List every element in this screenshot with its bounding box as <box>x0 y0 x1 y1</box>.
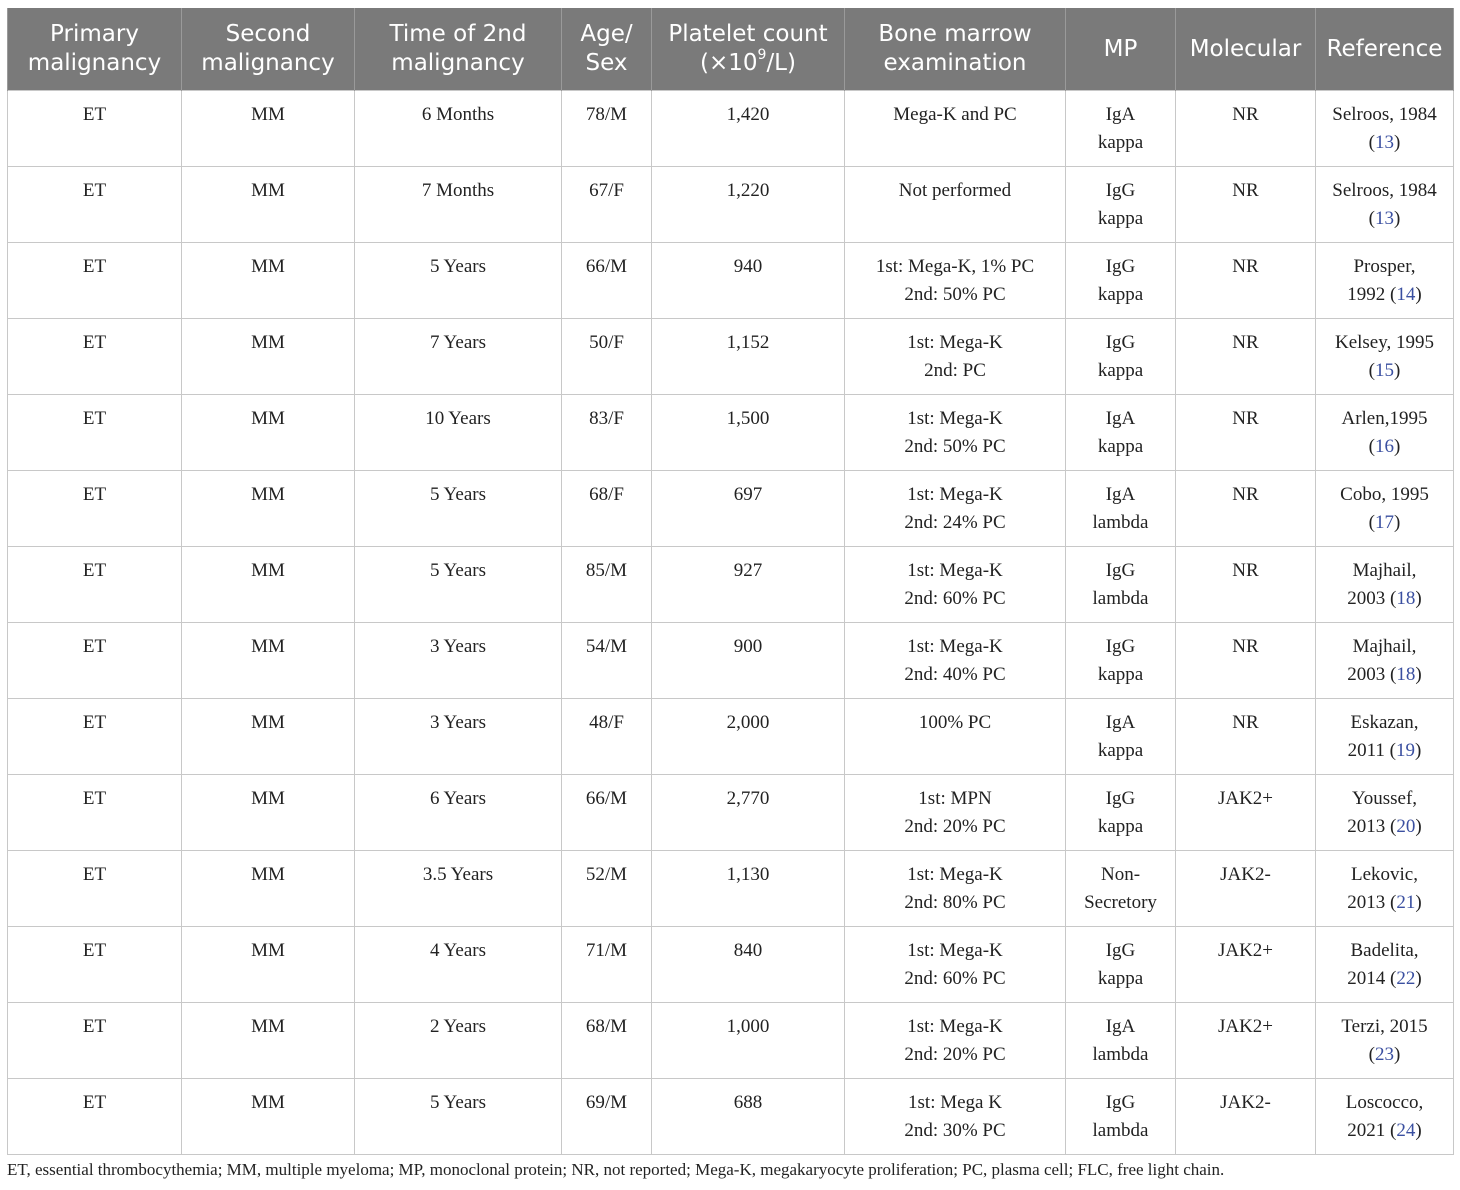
table-row <box>8 395 1454 471</box>
cell-reference: Selroos, 1984 (13) <box>1316 91 1454 167</box>
cell-reference: Kelsey, 1995 (15) <box>1316 319 1454 395</box>
cell-bone-marrow-examination: 1st: Mega K 2nd: 30% PC <box>845 1079 1066 1155</box>
cell-primary-malignancy: ET <box>8 851 182 927</box>
cell-bone-marrow-examination: Mega-K and PC <box>845 91 1066 167</box>
cell-second-malignancy: MM <box>182 623 355 699</box>
reference-link[interactable]: 13 <box>1375 208 1394 229</box>
cell-second-malignancy: MM <box>182 775 355 851</box>
reference-link[interactable]: 15 <box>1375 360 1394 381</box>
cell-reference: Lekovic, 2013 (21) <box>1316 851 1454 927</box>
cell-bone-marrow-examination: 1st: Mega-K 2nd: 60% PC <box>845 927 1066 1003</box>
cell-second-malignancy: MM <box>182 167 355 243</box>
cell-mp: IgG kappa <box>1066 623 1176 699</box>
cell-second-malignancy: MM <box>182 91 355 167</box>
header-time-of-2nd-malignancy: Time of 2nd malignancy <box>355 8 562 91</box>
table-container <box>7 8 1453 1155</box>
reference-link[interactable]: 18 <box>1396 664 1416 685</box>
cell-molecular: JAK2+ <box>1176 927 1316 1003</box>
cell-molecular: JAK2+ <box>1176 775 1316 851</box>
cell-mp: IgA kappa <box>1066 395 1176 471</box>
table-row <box>8 319 1454 395</box>
cell-time-of-2nd-malignancy: 3.5 Years <box>355 851 562 927</box>
cell-reference: Selroos, 1984 (13) <box>1316 167 1454 243</box>
cell-time-of-2nd-malignancy: 3 Years <box>355 699 562 775</box>
cell-platelet-count: 688 <box>652 1079 845 1155</box>
cell-platelet-count: 2,000 <box>652 699 845 775</box>
reference-link[interactable]: 20 <box>1396 816 1416 837</box>
cell-time-of-2nd-malignancy: 10 Years <box>355 395 562 471</box>
cell-platelet-count: 900 <box>652 623 845 699</box>
cell-platelet-count: 2,770 <box>652 775 845 851</box>
cell-platelet-count: 840 <box>652 927 845 1003</box>
cell-mp: IgA kappa <box>1066 699 1176 775</box>
cell-molecular: NR <box>1176 623 1316 699</box>
reference-link[interactable]: 14 <box>1396 284 1416 305</box>
cell-platelet-count: 1,500 <box>652 395 845 471</box>
cell-mp: Non- Secretory <box>1066 851 1176 927</box>
cell-platelet-count: 1,130 <box>652 851 845 927</box>
table-row <box>8 851 1454 927</box>
cell-second-malignancy: MM <box>182 927 355 1003</box>
cell-bone-marrow-examination: 1st: Mega-K 2nd: 60% PC <box>845 547 1066 623</box>
cell-time-of-2nd-malignancy: 2 Years <box>355 1003 562 1079</box>
cell-reference: Arlen,1995 (16) <box>1316 395 1454 471</box>
reference-link[interactable]: 24 <box>1396 1120 1416 1141</box>
cell-age-sex: 67/F <box>562 167 652 243</box>
cell-second-malignancy: MM <box>182 243 355 319</box>
table-row <box>8 243 1454 319</box>
cell-second-malignancy: MM <box>182 395 355 471</box>
reference-link[interactable]: 17 <box>1375 512 1394 533</box>
reference-link[interactable]: 22 <box>1396 968 1416 989</box>
cell-bone-marrow-examination: 100% PC <box>845 699 1066 775</box>
cell-bone-marrow-examination: 1st: MPN 2nd: 20% PC <box>845 775 1066 851</box>
data-table <box>7 8 1454 1155</box>
cell-time-of-2nd-malignancy: 5 Years <box>355 471 562 547</box>
header-molecular: Molecular <box>1176 8 1316 91</box>
reference-link[interactable]: 19 <box>1396 740 1416 761</box>
cell-molecular: NR <box>1176 91 1316 167</box>
cell-reference: Majhail, 2003 (18) <box>1316 547 1454 623</box>
cell-bone-marrow-examination: 1st: Mega-K 2nd: 80% PC <box>845 851 1066 927</box>
cell-age-sex: 66/M <box>562 775 652 851</box>
cell-molecular: JAK2+ <box>1176 1003 1316 1079</box>
cell-primary-malignancy: ET <box>8 927 182 1003</box>
cell-mp: IgG lambda <box>1066 547 1176 623</box>
cell-age-sex: 52/M <box>562 851 652 927</box>
cell-time-of-2nd-malignancy: 7 Months <box>355 167 562 243</box>
cell-platelet-count: 697 <box>652 471 845 547</box>
cell-mp: IgA kappa <box>1066 91 1176 167</box>
reference-link[interactable]: 21 <box>1396 892 1416 913</box>
table-row <box>8 471 1454 547</box>
cell-molecular: NR <box>1176 167 1316 243</box>
cell-mp: IgG kappa <box>1066 927 1176 1003</box>
header-age-sex: Age/ Sex <box>562 8 652 91</box>
cell-age-sex: 68/F <box>562 471 652 547</box>
cell-primary-malignancy: ET <box>8 471 182 547</box>
cell-platelet-count: 927 <box>652 547 845 623</box>
cell-age-sex: 83/F <box>562 395 652 471</box>
cell-primary-malignancy: ET <box>8 319 182 395</box>
table-row <box>8 1003 1454 1079</box>
cell-age-sex: 69/M <box>562 1079 652 1155</box>
cell-bone-marrow-examination: 1st: Mega-K 2nd: 20% PC <box>845 1003 1066 1079</box>
cell-mp: IgG kappa <box>1066 775 1176 851</box>
cell-reference: Terzi, 2015 (23) <box>1316 1003 1454 1079</box>
cell-platelet-count: 1,152 <box>652 319 845 395</box>
cell-primary-malignancy: ET <box>8 623 182 699</box>
cell-molecular: JAK2- <box>1176 1079 1316 1155</box>
cell-age-sex: 68/M <box>562 1003 652 1079</box>
cell-time-of-2nd-malignancy: 4 Years <box>355 927 562 1003</box>
cell-molecular: NR <box>1176 243 1316 319</box>
cell-molecular: JAK2- <box>1176 851 1316 927</box>
cell-bone-marrow-examination: 1st: Mega-K 2nd: 40% PC <box>845 623 1066 699</box>
cell-reference: Prosper, 1992 (14) <box>1316 243 1454 319</box>
cell-time-of-2nd-malignancy: 7 Years <box>355 319 562 395</box>
cell-molecular: NR <box>1176 547 1316 623</box>
cell-reference: Youssef, 2013 (20) <box>1316 775 1454 851</box>
cell-reference: Eskazan, 2011 (19) <box>1316 699 1454 775</box>
cell-bone-marrow-examination: 1st: Mega-K 2nd: 24% PC <box>845 471 1066 547</box>
cell-time-of-2nd-malignancy: 6 Months <box>355 91 562 167</box>
table-row <box>8 623 1454 699</box>
table-row <box>8 927 1454 1003</box>
cell-platelet-count: 1,000 <box>652 1003 845 1079</box>
table-header <box>8 8 1454 91</box>
cell-second-malignancy: MM <box>182 547 355 623</box>
reference-link[interactable]: 16 <box>1375 436 1394 457</box>
cell-time-of-2nd-malignancy: 5 Years <box>355 243 562 319</box>
table-row <box>8 91 1454 167</box>
cell-mp: IgG lambda <box>1066 1079 1176 1155</box>
cell-reference: Cobo, 1995 (17) <box>1316 471 1454 547</box>
cell-reference: Loscocco, 2021 (24) <box>1316 1079 1454 1155</box>
cell-reference: Badelita, 2014 (22) <box>1316 927 1454 1003</box>
cell-mp: IgG kappa <box>1066 319 1176 395</box>
cell-reference: Majhail, 2003 (18) <box>1316 623 1454 699</box>
cell-time-of-2nd-malignancy: 6 Years <box>355 775 562 851</box>
reference-link[interactable]: 13 <box>1375 132 1394 153</box>
cell-time-of-2nd-malignancy: 5 Years <box>355 547 562 623</box>
cell-primary-malignancy: ET <box>8 395 182 471</box>
cell-bone-marrow-examination: 1st: Mega-K, 1% PC 2nd: 50% PC <box>845 243 1066 319</box>
table-row <box>8 699 1454 775</box>
header-primary-malignancy: Primary malignancy <box>8 8 182 91</box>
header-reference: Reference <box>1316 8 1454 91</box>
cell-age-sex: 78/M <box>562 91 652 167</box>
table-body <box>8 91 1454 1155</box>
cell-second-malignancy: MM <box>182 1079 355 1155</box>
header-second-malignancy: Second malignancy <box>182 8 355 91</box>
cell-mp: IgG kappa <box>1066 167 1176 243</box>
reference-link[interactable]: 23 <box>1375 1044 1394 1065</box>
cell-mp: IgG kappa <box>1066 243 1176 319</box>
cell-molecular: NR <box>1176 319 1316 395</box>
cell-molecular: NR <box>1176 699 1316 775</box>
table-row <box>8 167 1454 243</box>
cell-primary-malignancy: ET <box>8 91 182 167</box>
cell-molecular: NR <box>1176 471 1316 547</box>
cell-second-malignancy: MM <box>182 471 355 547</box>
cell-time-of-2nd-malignancy: 5 Years <box>355 1079 562 1155</box>
cell-bone-marrow-examination: 1st: Mega-K 2nd: PC <box>845 319 1066 395</box>
cell-primary-malignancy: ET <box>8 1003 182 1079</box>
table-row <box>8 1079 1454 1155</box>
cell-time-of-2nd-malignancy: 3 Years <box>355 623 562 699</box>
cell-primary-malignancy: ET <box>8 243 182 319</box>
cell-age-sex: 71/M <box>562 927 652 1003</box>
cell-primary-malignancy: ET <box>8 775 182 851</box>
cell-primary-malignancy: ET <box>8 1079 182 1155</box>
cell-age-sex: 85/M <box>562 547 652 623</box>
cell-bone-marrow-examination: Not performed <box>845 167 1066 243</box>
cell-primary-malignancy: ET <box>8 167 182 243</box>
header-bone-marrow-examination: Bone marrow examination <box>845 8 1066 91</box>
reference-link[interactable]: 18 <box>1396 588 1416 609</box>
cell-age-sex: 48/F <box>562 699 652 775</box>
header-mp: MP <box>1066 8 1176 91</box>
cell-second-malignancy: MM <box>182 319 355 395</box>
table-footnote: ET, essential thrombocythemia; MM, multiple myeloma; MP, monoclonal protein; NR, not reported; Mega-K, megakaryocyte proliferation; PC, plasma cell; FLC, free light chain. <box>7 1160 1225 1179</box>
cell-platelet-count: 1,220 <box>652 167 845 243</box>
cell-age-sex: 54/M <box>562 623 652 699</box>
header-platelet-count: Platelet count $(\times 10^9/L)$ <box>652 8 845 91</box>
cell-molecular: NR <box>1176 395 1316 471</box>
cell-second-malignancy: MM <box>182 699 355 775</box>
cell-age-sex: 50/F <box>562 319 652 395</box>
cell-primary-malignancy: ET <box>8 547 182 623</box>
cell-mp: IgA lambda <box>1066 471 1176 547</box>
cell-mp: IgA lambda <box>1066 1003 1176 1079</box>
cell-platelet-count: 940 <box>652 243 845 319</box>
table-row <box>8 775 1454 851</box>
table-row <box>8 547 1454 623</box>
cell-second-malignancy: MM <box>182 1003 355 1079</box>
cell-platelet-count: 1,420 <box>652 91 845 167</box>
cell-primary-malignancy: ET <box>8 699 182 775</box>
cell-second-malignancy: MM <box>182 851 355 927</box>
cell-age-sex: 66/M <box>562 243 652 319</box>
cell-bone-marrow-examination: 1st: Mega-K 2nd: 50% PC <box>845 395 1066 471</box>
